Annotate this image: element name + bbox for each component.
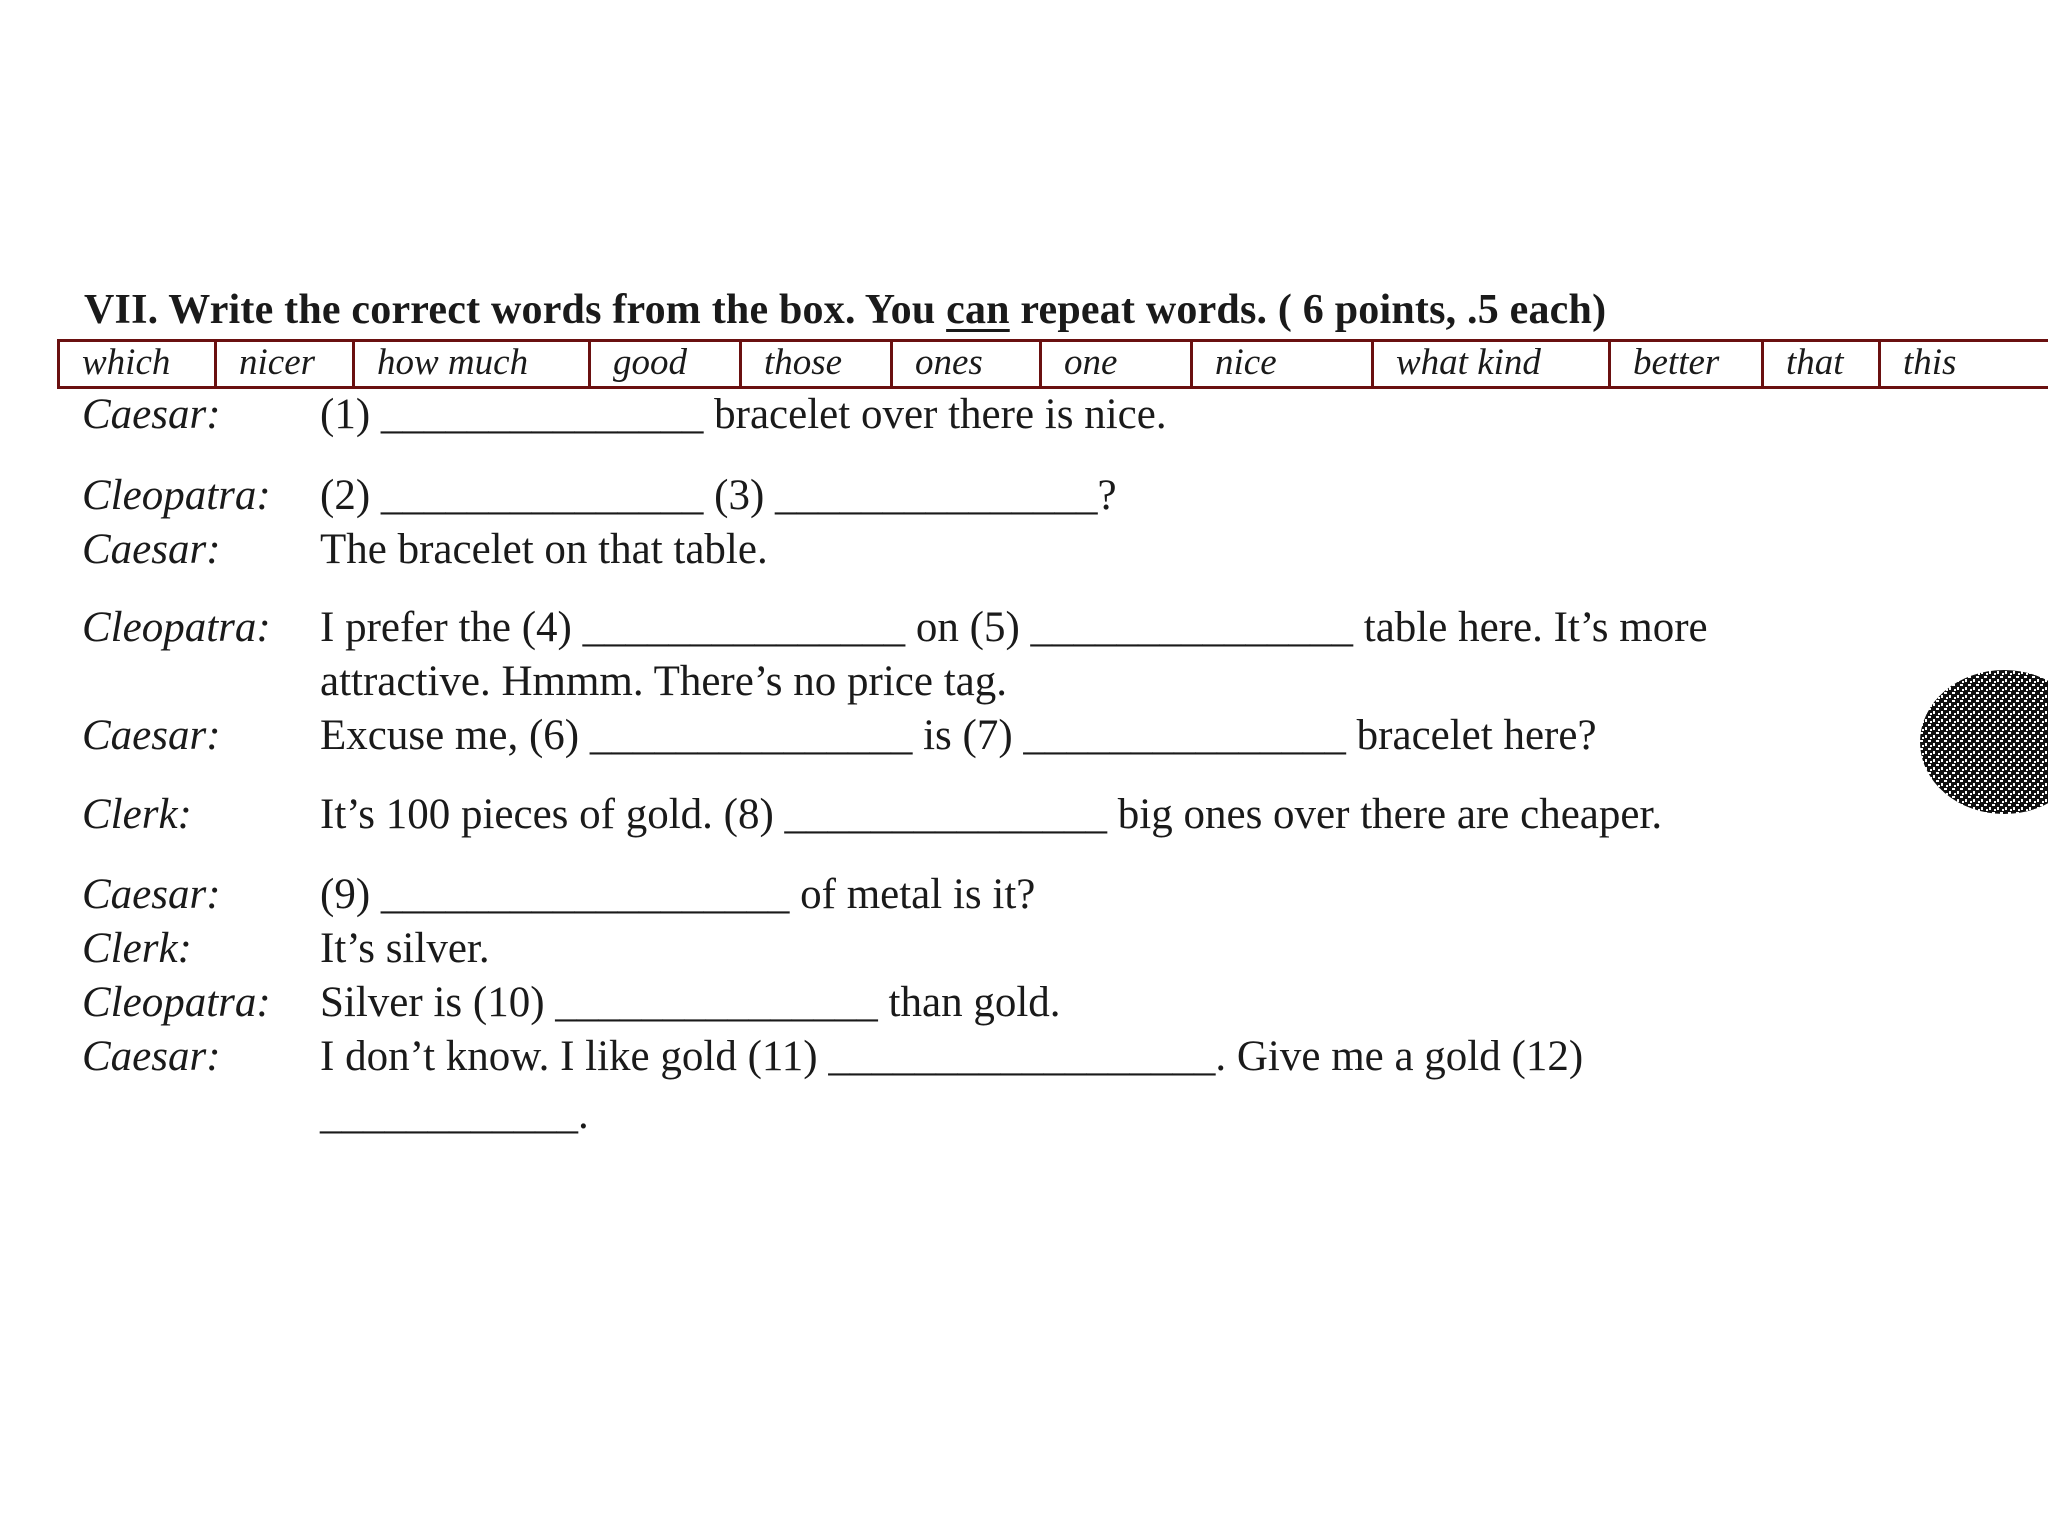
speaker-label: Cleopatra: xyxy=(82,472,271,519)
speaker-label: Caesar: xyxy=(82,391,221,438)
dialogue-line: (2) _______________ (3) _______________? xyxy=(320,472,1117,519)
speaker-label: Caesar: xyxy=(82,1033,221,1080)
word-box-item: which xyxy=(60,342,217,386)
dialogue-line: (9) ___________________ of metal is it? xyxy=(320,871,1036,918)
dialogue-line: (1) _______________ bracelet over there is nice. xyxy=(320,391,1167,438)
word-box-item: this xyxy=(1903,342,1957,383)
word-box-item: those xyxy=(742,342,893,386)
dialogue-line: Silver is (10) _______________ than gold. xyxy=(320,979,1061,1026)
word-box-item: ones xyxy=(893,342,1042,386)
word-box-item: that xyxy=(1764,342,1881,386)
speaker-label: Caesar: xyxy=(82,712,221,759)
speaker-label: Clerk: xyxy=(82,791,192,838)
word-box-item: what kind xyxy=(1374,342,1611,386)
exercise-instruction xyxy=(84,286,1606,334)
word-box-item: one xyxy=(1042,342,1193,386)
dialogue-line: The bracelet on that table. xyxy=(320,526,768,573)
speaker-label: Cleopatra: xyxy=(82,604,271,651)
dialogue-line: Excuse me, (6) _______________ is (7) _______________ bracelet here? xyxy=(320,712,1597,759)
dialogue-line: I prefer the (4) _______________ on (5) _______________ table here. It’s more xyxy=(320,604,1708,651)
word-box-item: nicer xyxy=(217,342,355,386)
word-box-item: good xyxy=(591,342,742,386)
word-box-item: better xyxy=(1611,342,1764,386)
word-box-item: how much xyxy=(355,342,591,386)
instruction-underlined-word: can xyxy=(946,287,1010,333)
dialogue-line: attractive. Hmmm. There’s no price tag. xyxy=(320,658,1007,705)
speaker-label: Cleopatra: xyxy=(82,979,271,1026)
speaker-label: Caesar: xyxy=(82,526,221,573)
dialogue-line: ____________. xyxy=(320,1091,589,1138)
instruction-suffix: repeat words. ( 6 points, .5 each) xyxy=(1009,287,1607,333)
instruction-prefix: VII. Write the correct words from the box. You xyxy=(84,287,947,333)
word-box-item: nice xyxy=(1193,342,1374,386)
word-box xyxy=(57,339,2048,389)
dialogue-line: I don’t know. I like gold (11) __________________. Give me a gold (12) xyxy=(320,1033,1584,1080)
scan-artifact-blot xyxy=(1912,668,2048,816)
speaker-label: Clerk: xyxy=(82,925,192,972)
speaker-label: Caesar: xyxy=(82,871,221,918)
dialogue-line: It’s 100 pieces of gold. (8) _______________ big ones over there are cheaper. xyxy=(320,791,1663,838)
dialogue-line: It’s silver. xyxy=(320,925,490,972)
